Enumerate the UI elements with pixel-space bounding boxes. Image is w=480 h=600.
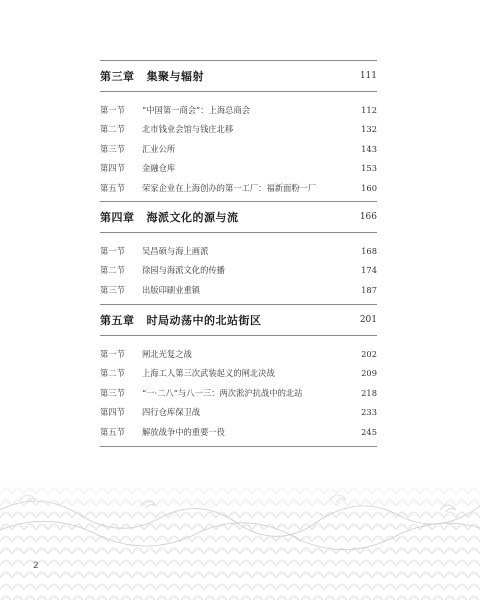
chapter-number: 第四章 [100,211,135,224]
chapter-heading [100,61,377,91]
chapter-5 [100,304,377,447]
section-number: 第二节 [100,124,125,135]
section-page-number: 245 [361,426,377,437]
section-page-number: 153 [361,163,377,174]
section-page-number: 132 [361,124,377,135]
chapter-3 [100,60,377,198]
section-page-number: 202 [361,348,377,359]
toc-entry [100,403,377,423]
section-number: 第三节 [100,387,125,398]
page-number: 2 [33,561,39,571]
toc-entry [100,159,377,179]
chapter-heading [100,202,377,232]
section-page-number: 112 [361,104,377,115]
section-number: 第一节 [100,104,125,115]
section-page-number: 168 [361,245,377,256]
toc-entry [100,280,377,300]
toc-entry [100,139,377,159]
section-number: 第二节 [100,368,125,379]
section-number: 第三节 [100,284,125,295]
toc-entry [100,241,377,261]
section-title: 闸北光复之战 [142,348,192,359]
section-number: 第五节 [100,426,125,437]
chapter-number: 第五章 [100,314,135,327]
divider [100,446,377,447]
wave-pattern-decoration [0,470,480,600]
section-title: 解放战争中的重要一役 [142,426,225,437]
section-page-number: 233 [361,407,377,418]
section-list [100,233,377,300]
section-number: 第一节 [100,245,125,256]
section-page-number: 143 [361,143,377,154]
toc-entry [100,100,377,120]
section-page-number: 160 [361,182,377,193]
toc-entry [100,178,377,198]
section-page-number: 174 [361,265,377,276]
chapter-page-number: 166 [359,212,377,222]
chapter-name: 海派文化的源与流 [146,211,239,224]
section-list [100,336,377,442]
section-number: 第二节 [100,265,125,276]
chapter-number: 第三章 [100,70,135,83]
section-title: “中国第一商会”：上海总商会 [142,104,251,115]
section-number: 第三节 [100,143,125,154]
toc-entry [100,344,377,364]
section-number: 第一节 [100,348,125,359]
section-page-number: 218 [361,387,377,398]
chapter-page-number: 201 [359,315,377,325]
toc-entry [100,261,377,281]
chapter-title [100,68,204,84]
section-title: “一·二八”与八一三：两次淞沪抗战中的北站 [142,387,303,398]
chapter-title [100,209,239,225]
section-title: 北市钱业会馆与钱庄北移 [142,124,234,135]
section-number: 第四节 [100,407,125,418]
section-page-number: 187 [361,284,377,295]
section-list [100,92,377,198]
section-title: 金融仓库 [142,163,176,174]
chapter-page-number: 111 [359,71,377,81]
chapter-title [100,312,262,328]
section-title: 汇业公所 [142,143,176,154]
section-title: 四行仓库保卫战 [142,407,201,418]
section-number: 第四节 [100,163,125,174]
section-title: 上海工人第三次武装起义的闸北决战 [142,368,275,379]
section-page-number: 209 [361,368,377,379]
section-title: 出版印刷业重镇 [142,284,201,295]
chapter-name: 时局动荡中的北站街区 [146,314,262,327]
toc-entry [100,383,377,403]
chapter-name: 集聚与辐射 [146,70,204,83]
section-title: 徐园与海派文化的传播 [142,265,225,276]
section-number: 第五节 [100,182,125,193]
toc-entry [100,422,377,442]
toc-entry [100,120,377,140]
chapter-4 [100,201,377,300]
chapter-heading [100,305,377,335]
section-title: 荣家企业在上海创办的第一工厂：福新面粉一厂 [142,182,317,193]
section-title: 吴昌硕与海上画派 [142,245,209,256]
toc-entry [100,364,377,384]
